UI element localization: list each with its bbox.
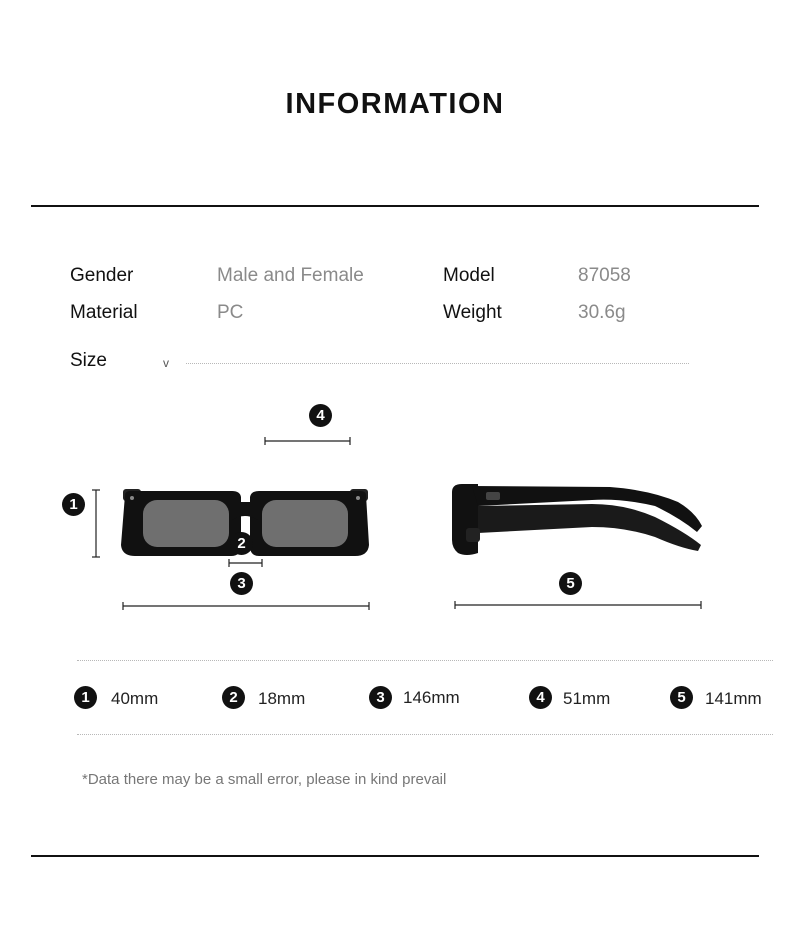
marker-5: 5 bbox=[559, 572, 582, 595]
legend-bottom-dotted-line bbox=[77, 734, 773, 735]
legend-top-dotted-line bbox=[77, 660, 773, 661]
marker-3: 3 bbox=[230, 572, 253, 595]
marker-4: 4 bbox=[309, 404, 332, 427]
legend-value-3: 146mm bbox=[403, 688, 460, 707]
gender-label: Gender bbox=[70, 265, 134, 286]
gender-value: Male and Female bbox=[217, 265, 364, 286]
material-value: PC bbox=[217, 302, 244, 323]
legend-value-2: 18mm bbox=[258, 689, 306, 708]
material-label: Material bbox=[70, 302, 138, 323]
legend-value-4: 51mm bbox=[563, 689, 611, 708]
legend-num-5: 5 bbox=[670, 686, 693, 709]
marker-1: 1 bbox=[62, 493, 85, 516]
sunglasses-side-icon bbox=[452, 484, 702, 555]
size-label: Size bbox=[70, 350, 107, 371]
legend-num-4: 4 bbox=[529, 686, 552, 709]
legend-num-2: 2 bbox=[222, 686, 245, 709]
marker-2: 2 bbox=[230, 532, 253, 555]
weight-label: Weight bbox=[443, 302, 502, 323]
model-value: 87058 bbox=[578, 265, 631, 286]
model-label: Model bbox=[443, 265, 495, 286]
legend-value-5: 141mm bbox=[705, 689, 762, 708]
page-title: INFORMATION bbox=[285, 88, 505, 120]
weight-value: 30.6g bbox=[578, 302, 626, 323]
legend-num-3: 3 bbox=[369, 686, 392, 709]
legend-value-1: 40mm bbox=[111, 689, 159, 708]
legend-num-1: 1 bbox=[74, 686, 97, 709]
bottom-divider bbox=[31, 855, 759, 857]
disclaimer-note: *Data there may be a small error, please in kind prevail bbox=[82, 771, 447, 788]
chevron-down-icon: v bbox=[163, 356, 169, 370]
